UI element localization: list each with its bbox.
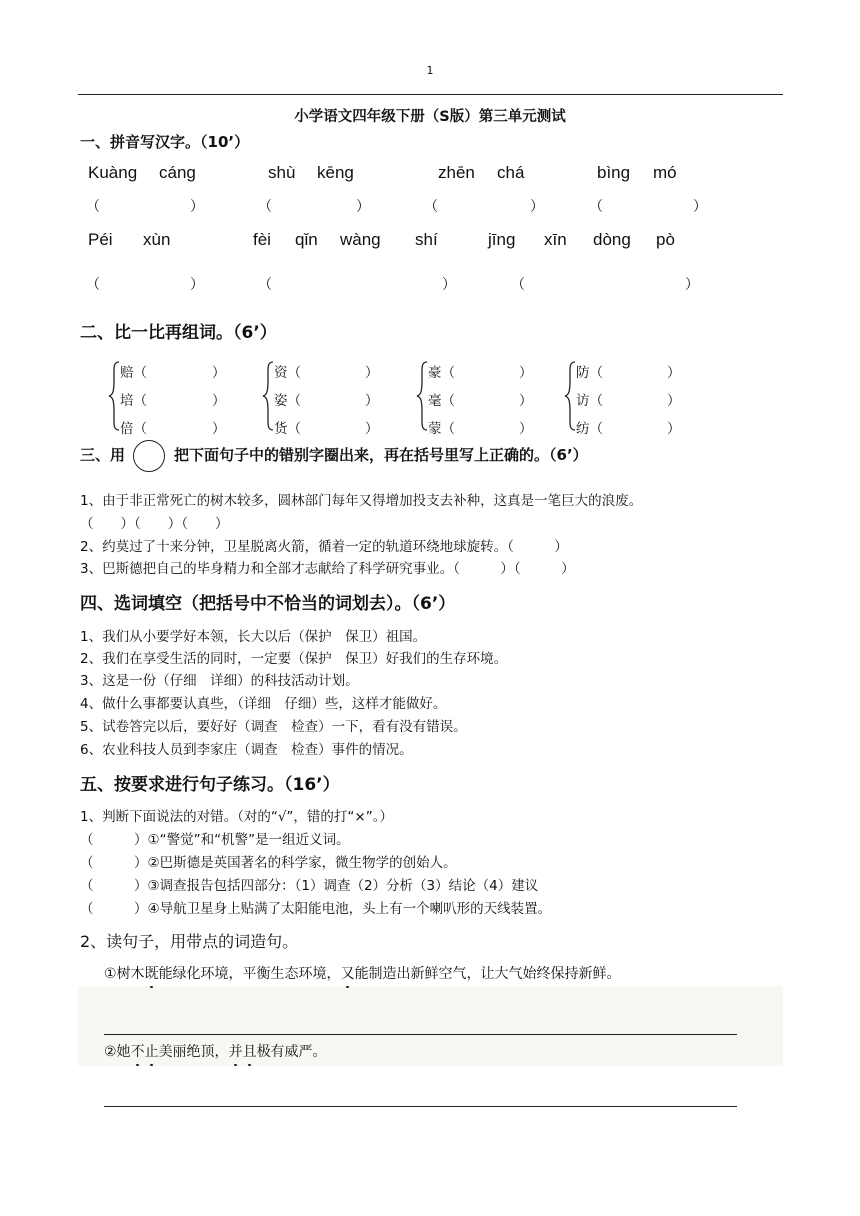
- dotted-word: 既: [144, 966, 159, 982]
- pinyin: mó: [653, 163, 677, 182]
- s4-item: 2、我们在享受生活的同时，一定要（保护 保卫）好我们的生存环境。: [80, 651, 508, 667]
- pinyin: Kuàng: [88, 163, 138, 182]
- sentence-text: 美丽绝顶，: [158, 1044, 229, 1060]
- s3-item-3: 3、巴斯德把自己的毕身精力和全部才志献给了科学研究事业。（ ）（ ）: [80, 561, 575, 577]
- dotted-word: 并: [228, 1044, 243, 1060]
- group-close: ）: [519, 393, 533, 409]
- brace-icon: [415, 360, 429, 432]
- s4-item: 6、农业科技人员到李家庄（调查 检查）事件的情况。: [80, 742, 413, 758]
- s5-q1: 1、判断下面说法的对错。（对的“√”，错的打“×”。）: [80, 809, 393, 825]
- group-close: ）: [519, 365, 533, 381]
- pinyin: cáng: [159, 163, 196, 182]
- s4-item: 1、我们从小要学好本领，长大以后（保护 保卫）祖国。: [80, 629, 427, 645]
- pinyin: zhēn: [438, 163, 475, 182]
- s4-item: 4、做什么事都要认真些，（详细 仔细）些，这样才能做好。: [80, 696, 447, 712]
- answer-close: ）: [530, 199, 544, 215]
- section-3-heading-post: 把下面句子中的错别字圈出来，再在括号里写上正确的。（6’）: [174, 446, 588, 464]
- pinyin: shù: [268, 163, 296, 182]
- s5-q2: 2、读句子，用带点的词造句。: [80, 932, 299, 951]
- brace-icon: [563, 360, 577, 432]
- pinyin: chá: [497, 163, 525, 182]
- s3-item-2: 2、约莫过了十来分钟，卫星脱离火箭，循着一定的轨道环绕地球旋转。（ ）: [80, 539, 568, 555]
- pinyin: bìng: [597, 163, 631, 182]
- group-close: ）: [365, 393, 379, 409]
- dotted-word: 止: [144, 1044, 159, 1060]
- group-char: 姿（: [274, 393, 301, 409]
- group-char: 访（: [576, 393, 603, 409]
- s3-item-1-answers: （ ）（ ）（ ）: [80, 516, 229, 532]
- judge-item: （ ）②巴斯德是英国著名的科学家，微生物学的创始人。: [80, 855, 457, 871]
- group-close: ）: [212, 365, 226, 381]
- sentence-2: [104, 1041, 327, 1061]
- brace-icon: [261, 360, 275, 432]
- group-char: 资（: [274, 365, 301, 381]
- group-char: 毫（: [428, 393, 455, 409]
- dotted-word: 且: [242, 1044, 257, 1060]
- section-3-heading-pre: 三、用: [80, 446, 126, 464]
- answer-close: ）: [442, 277, 456, 293]
- group-close: ）: [365, 365, 379, 381]
- judge-item: （ ）①“警觉”和“机警”是一组近义词。: [80, 832, 350, 848]
- group-char: 倍（: [120, 421, 147, 437]
- answer-close: ）: [693, 199, 707, 215]
- pinyin: dòng: [593, 230, 631, 249]
- s4-item: 3、这是一份（仔细 详细）的科技活动计划。: [80, 673, 359, 689]
- answer-open: （: [258, 199, 272, 215]
- pinyin: pò: [656, 230, 675, 249]
- sentence-1: [104, 963, 621, 983]
- sentence-text: ②她: [104, 1044, 131, 1060]
- answer-close: ）: [685, 277, 699, 293]
- answer-line[interactable]: [104, 1034, 737, 1035]
- pinyin: Péi: [88, 230, 113, 249]
- pinyin: kēng: [317, 163, 354, 182]
- s3-item-1: 1、由于非正常死亡的树木较多，圆林部门每年又得增加投支去补种，这真是一笔巨大的浪废。: [80, 493, 643, 509]
- s4-item: 5、试卷答完以后，要好好（调查 检查）一下，看有没有错误。: [80, 719, 467, 735]
- answer-open: （: [589, 199, 603, 215]
- group-char: 防（: [576, 365, 603, 381]
- answer-open: （: [86, 277, 100, 293]
- group-char: 赔（: [120, 365, 147, 381]
- section-2-heading: 二、比一比再组词。（6’）: [80, 323, 277, 343]
- answer-line[interactable]: [104, 1106, 737, 1107]
- group-char: 货（: [274, 421, 301, 437]
- pinyin: shí: [415, 230, 438, 249]
- group-close: ）: [519, 421, 533, 437]
- group-char: 蒙（: [428, 421, 455, 437]
- group-close: ）: [667, 421, 681, 437]
- answer-close: ）: [190, 277, 204, 293]
- sentence-text: ①树木: [104, 966, 145, 982]
- group-close: ）: [212, 421, 226, 437]
- sentence-text: 极有威严。: [256, 1044, 327, 1060]
- group-char: 纺（: [576, 421, 603, 437]
- section-1-heading: 一、拼音写汉字。（10’）: [80, 133, 250, 151]
- pinyin: xùn: [143, 230, 171, 249]
- answer-open: （: [258, 277, 272, 293]
- pinyin: qǐn: [295, 230, 318, 249]
- pinyin: fèi: [253, 230, 271, 249]
- answer-open: （: [511, 277, 525, 293]
- answer-close: ）: [190, 199, 204, 215]
- group-close: ）: [212, 393, 226, 409]
- judge-item: （ ）③调查报告包括四部分：（1）调查（2）分析（3）结论（4）建议: [80, 878, 539, 894]
- group-char: 豪（: [428, 365, 455, 381]
- sentence-text: 能制造出新鲜空气，让大气始终保持新鲜。: [354, 966, 621, 982]
- pinyin: wàng: [340, 230, 381, 249]
- section-4-heading: 四、选词填空（把括号中不恰当的词划去）。（6’）: [80, 594, 456, 614]
- dotted-word: 不: [130, 1044, 145, 1060]
- sentence-text: 能绿化环境，平衡生态环境，: [158, 966, 341, 982]
- dotted-word: 又: [340, 966, 355, 982]
- judge-item: （ ）④导航卫星身上贴满了太阳能电池，头上有一个喇叭形的天线装置。: [80, 901, 552, 917]
- section-5-heading: 五、按要求进行句子练习。（16’）: [80, 775, 340, 795]
- answer-open: （: [86, 199, 100, 215]
- group-char: 培（: [120, 393, 147, 409]
- pinyin: jīng: [488, 230, 516, 249]
- answer-open: （: [424, 199, 438, 215]
- group-close: ）: [667, 365, 681, 381]
- page-number: 1: [426, 64, 434, 77]
- page-title: 小学语文四年级下册（S版）第三单元测试: [294, 109, 566, 125]
- answer-close: ）: [356, 199, 370, 215]
- circle-icon: [133, 440, 165, 472]
- brace-icon: [107, 360, 121, 432]
- group-close: ）: [365, 421, 379, 437]
- pinyin: xīn: [544, 230, 567, 249]
- group-close: ）: [667, 393, 681, 409]
- header-rule: [78, 94, 783, 95]
